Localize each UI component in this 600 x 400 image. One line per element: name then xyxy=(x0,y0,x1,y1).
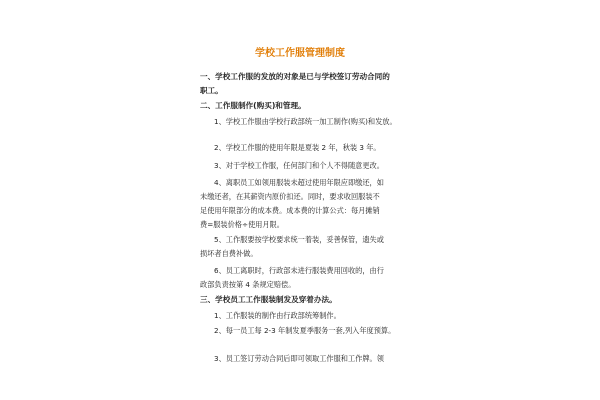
section-2-item-6-line-2: 政部负责按第 4 条规定赔偿。 xyxy=(200,280,296,289)
section-2-item-5-line-1: 5、工作服要按学校要求统一着装，妥善保管，遗失或 xyxy=(214,235,384,244)
section-1-heading-line-1: 一、学校工作服的发放的对象是已与学校签订劳动合同的 xyxy=(200,72,390,81)
section-2-item-4-line-2: 未缴还者，在其薪资内原价扣还。同时，要求收回服装不 xyxy=(200,192,380,201)
section-2-item-2: 2、学校工作服的使用年限是夏装 2 年，秋装 3 年。 xyxy=(214,143,381,152)
section-2-item-4-line-3: 足使用年限部分的成本费。成本费的计算公式：每月摊销 xyxy=(200,206,380,215)
section-2-item-5-line-2: 损坏者自费补做。 xyxy=(200,249,258,258)
section-3-item-2: 2、每一员工每 2-3 年制发夏季服务一套,列入年度预算。 xyxy=(214,326,396,335)
section-3-item-3: 3、员工签订劳动合同后即可领取工作服和工作牌。领 xyxy=(214,354,384,363)
section-2-item-4-line-4: 费=服装价格÷使用月限。 xyxy=(200,220,284,229)
document-title: 学校工作服管理制度 xyxy=(255,48,345,59)
section-2-item-6-line-1: 6、员工离职时，行政部未进行服装费用回收的，由行 xyxy=(214,266,384,275)
section-2-item-3: 3、对于学校工作服，任何部门和个人不得随意更改。 xyxy=(214,161,384,170)
section-2-item-4-line-1: 4、离职员工如领用服装未超过使用年限应即缴还，如 xyxy=(214,178,384,187)
section-3-heading: 三、学校员工工作服装制发及穿着办法。 xyxy=(200,295,337,304)
section-2-heading: 二、工作服制作(购买)和管理。 xyxy=(200,101,306,110)
section-2-item-1: 1、学校工作服由学校行政部统一加工制作(购买)和发放。 xyxy=(214,117,397,126)
section-3-item-1: 1、工作服装的制作由行政部统筹制作。 xyxy=(214,311,341,320)
section-1-heading-line-2: 职工。 xyxy=(200,86,223,95)
